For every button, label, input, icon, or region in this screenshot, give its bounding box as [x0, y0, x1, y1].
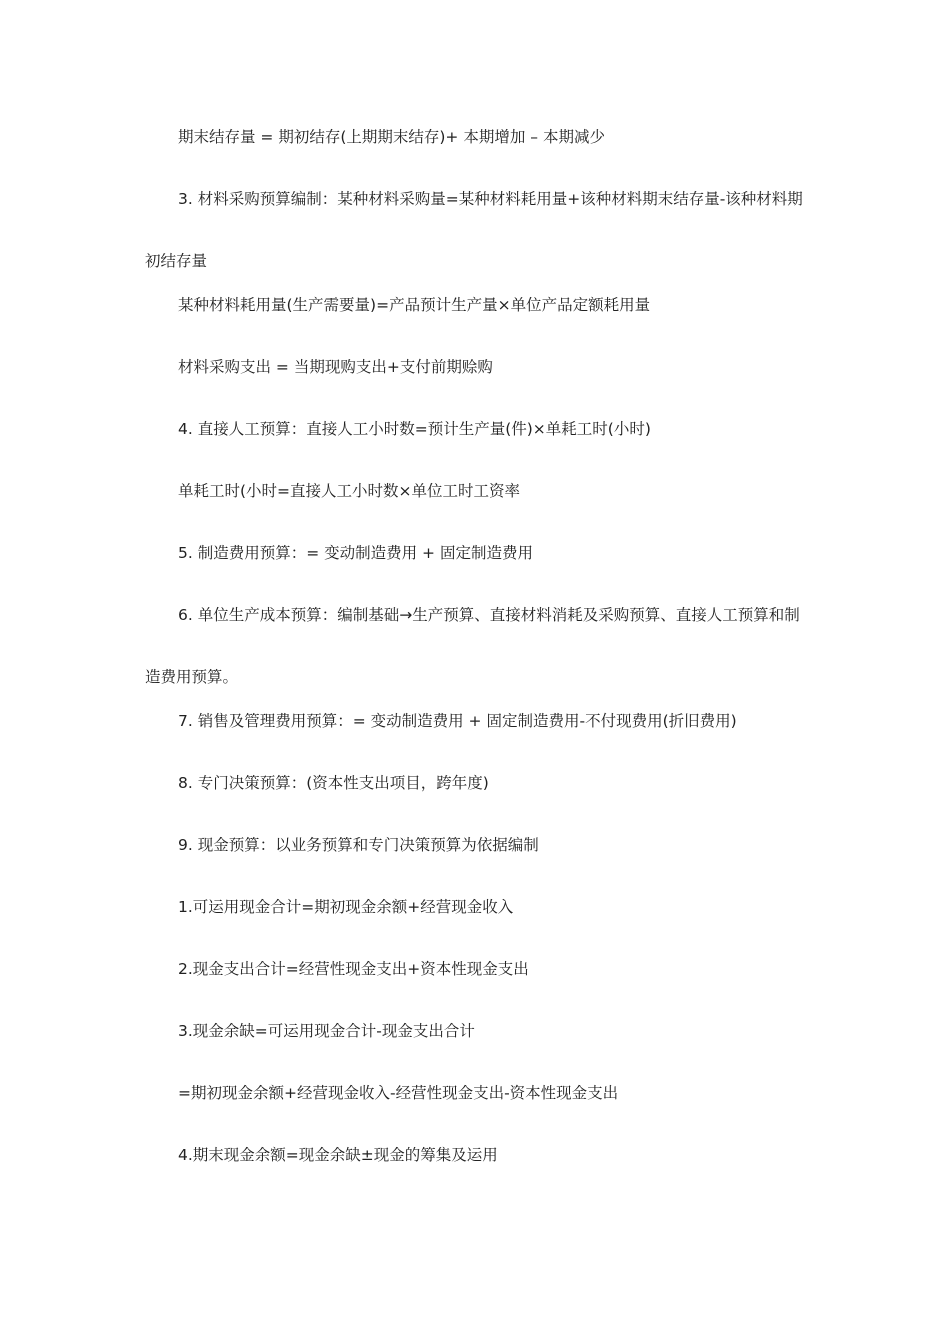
paragraph-cash-expenditure: 2.现金支出合计=经营性现金支出+资本性现金支出	[178, 960, 529, 978]
paragraph-material-purchase-budget: 3. 材料采购预算编制：某种材料采购量=某种材料耗用量+该种材料期末结存量-该种材料期初结存量	[145, 190, 803, 270]
paragraph-material-purchase-expense: 材料采购支出 = 当期现购支出+支付前期赊购	[178, 358, 493, 376]
paragraph-material-consumption: 某种材料耗用量(生产需要量)=产品预计生产量×单位产品定额耗用量	[178, 296, 651, 314]
paragraph-ending-cash-balance: 4.期末现金余额=现金余缺±现金的筹集及运用	[178, 1146, 498, 1164]
paragraph-unit-production-cost: 6. 单位生产成本预算：编制基础→生产预算、直接材料消耗及采购预算、直接人工预算和制造费用预算。	[145, 606, 800, 686]
paragraph-cash-surplus-expansion: =期初现金余额+经营现金收入-经营性现金支出-资本性现金支出	[178, 1084, 619, 1102]
paragraph-selling-admin-expense: 7. 销售及管理费用预算：= 变动制造费用 + 固定制造费用-不付现费用(折旧费用)	[178, 712, 737, 730]
paragraph-direct-labor-budget: 4. 直接人工预算：直接人工小时数=预计生产量(件)×单耗工时(小时)	[178, 420, 651, 438]
paragraph-available-cash: 1.可运用现金合计=期初现金余额+经营现金收入	[178, 898, 514, 916]
paragraph-special-decision-budget: 8. 专门决策预算：(资本性支出项目，跨年度)	[178, 774, 489, 792]
paragraph-cash-budget: 9. 现金预算：以业务预算和专门决策预算为依据编制	[178, 836, 539, 854]
paragraph-unit-labor-hours: 单耗工时(小时=直接人工小时数×单位工时工资率	[178, 482, 521, 500]
paragraph-cash-surplus-deficit: 3.现金余缺=可运用现金合计-现金支出合计	[178, 1022, 475, 1040]
paragraph-manufacturing-overhead: 5. 制造费用预算：= 变动制造费用 + 固定制造费用	[178, 544, 533, 562]
paragraph-ending-inventory: 期末结存量 = 期初结存(上期期末结存)+ 本期增加 – 本期减少	[178, 128, 605, 146]
